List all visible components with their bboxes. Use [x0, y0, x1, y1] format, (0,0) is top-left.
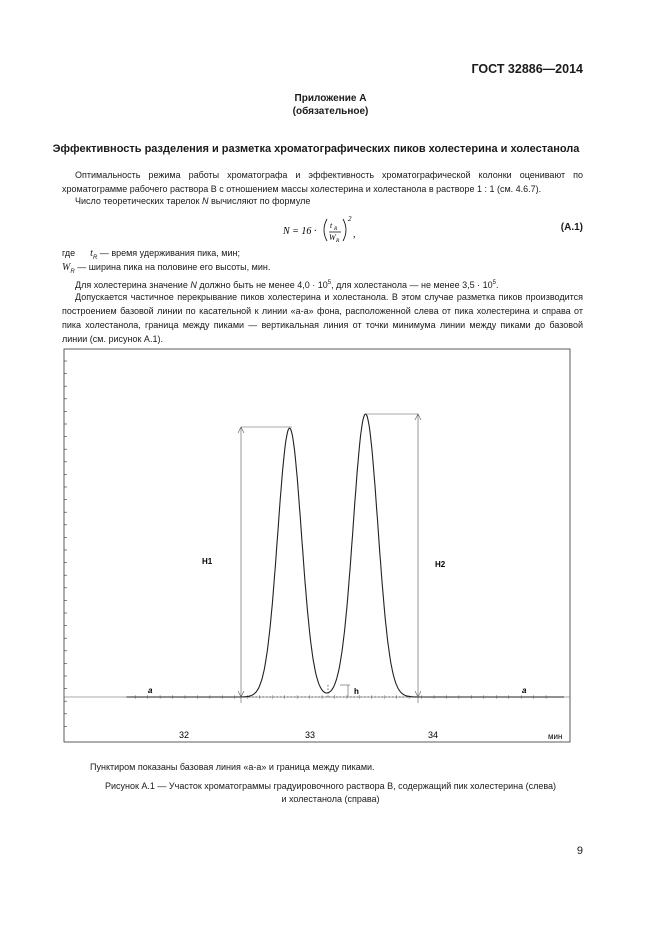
caption-line-1: Рисунок А.1 — Участок хроматограммы градуировочного раствора В, содержащий пик холестерина (слева)	[104, 781, 557, 791]
x-tick-32: 32	[179, 730, 190, 740]
req-post: .	[496, 280, 499, 290]
paragraph-optimality: Оптимальность режима работы хроматографа и эффективность хроматографической колонки оценивают по хроматограмме рабочего раствора В с отношением массы холестерина и холестанола в растворе 1 : 1 (см. 4.6.7).	[62, 170, 583, 194]
baseline-label-left: a	[148, 686, 153, 695]
chromatogram-trace	[127, 414, 565, 697]
formula-num: t	[330, 221, 333, 230]
chart-frame	[64, 349, 570, 742]
h-label: h	[354, 687, 359, 696]
section-title: Эффективность разделения и разметка хроматографических пиков холестерина и холестанола	[52, 143, 580, 155]
formula-den-sub: R	[336, 238, 340, 244]
paragraph-overlap: Допускается частичное перекрывание пиков холестерина и холестанола. В этом случае разметка пиков производится построением базовой линии по касательной к линии «а-а» фона, расположенной слева от пика холестерина и справа от пика холестанола, граница между пиками — вертикальная линия от точки минимума линии между пиками до базовой линии (см. рисунок А.1).	[62, 292, 583, 344]
req-exp2: 5	[492, 280, 497, 286]
wr-symbol: W	[62, 262, 71, 273]
req-pre: Для холестерина значение	[75, 280, 191, 290]
plates-suffix: вычисляют по формуле	[208, 196, 311, 206]
wr-subscript: R	[70, 268, 75, 275]
equation-number: (А.1)	[560, 222, 583, 233]
h2-label: H2	[435, 560, 446, 569]
figure-note: Пунктиром показаны базовая линия «а-а» и граница между пиками.	[90, 762, 375, 772]
plates-prefix: Число теоретических тарелок	[75, 196, 202, 206]
tr-symbol: t	[90, 248, 93, 259]
req-mid2: , для холестанола — не менее 3,5 · 10	[331, 280, 493, 290]
standard-number: ГОСТ 32886—2014	[471, 62, 583, 76]
figure-caption	[0, 780, 661, 806]
x-unit: мин	[548, 732, 563, 741]
x-tick-33: 33	[305, 730, 316, 740]
formula-power: 2	[348, 215, 352, 223]
y-axis-ticks	[64, 361, 546, 726]
formula-right-paren	[343, 219, 346, 241]
tr-definition: — время удерживания пика, мин;	[99, 248, 240, 258]
page-number: 9	[576, 845, 583, 857]
where-tr	[62, 248, 240, 261]
formula-graphic	[283, 213, 363, 247]
where-lead: где	[62, 248, 76, 258]
formula-num-sub: R	[334, 226, 338, 232]
appendix-title: Приложение А	[294, 93, 367, 104]
formula-left-paren	[324, 219, 327, 241]
paragraph-plates	[62, 194, 583, 208]
baseline-label-right: a	[522, 686, 527, 695]
where-wr	[62, 262, 270, 275]
wr-definition: — ширина пика на половине его высоты, мин.	[77, 262, 271, 272]
req-mid: должно быть не менее 4,0 · 10	[196, 280, 328, 290]
req-var: N	[190, 280, 197, 290]
caption-line-2: и холестанола (справа)	[281, 794, 380, 804]
h1-label: H1	[202, 557, 213, 566]
plates-var: N	[201, 196, 209, 206]
req-exp1: 5	[327, 280, 332, 286]
appendix-heading	[0, 92, 661, 118]
formula-tail: ,	[353, 229, 356, 240]
appendix-subtitle: (обязательное)	[292, 106, 369, 117]
tr-subscript: R	[92, 254, 98, 261]
x-tick-34: 34	[428, 730, 439, 740]
chromatogram-chart	[60, 347, 576, 747]
formula	[283, 213, 363, 250]
formula-den: W	[329, 233, 336, 242]
formula-lhs: N = 16 ·	[283, 226, 317, 237]
